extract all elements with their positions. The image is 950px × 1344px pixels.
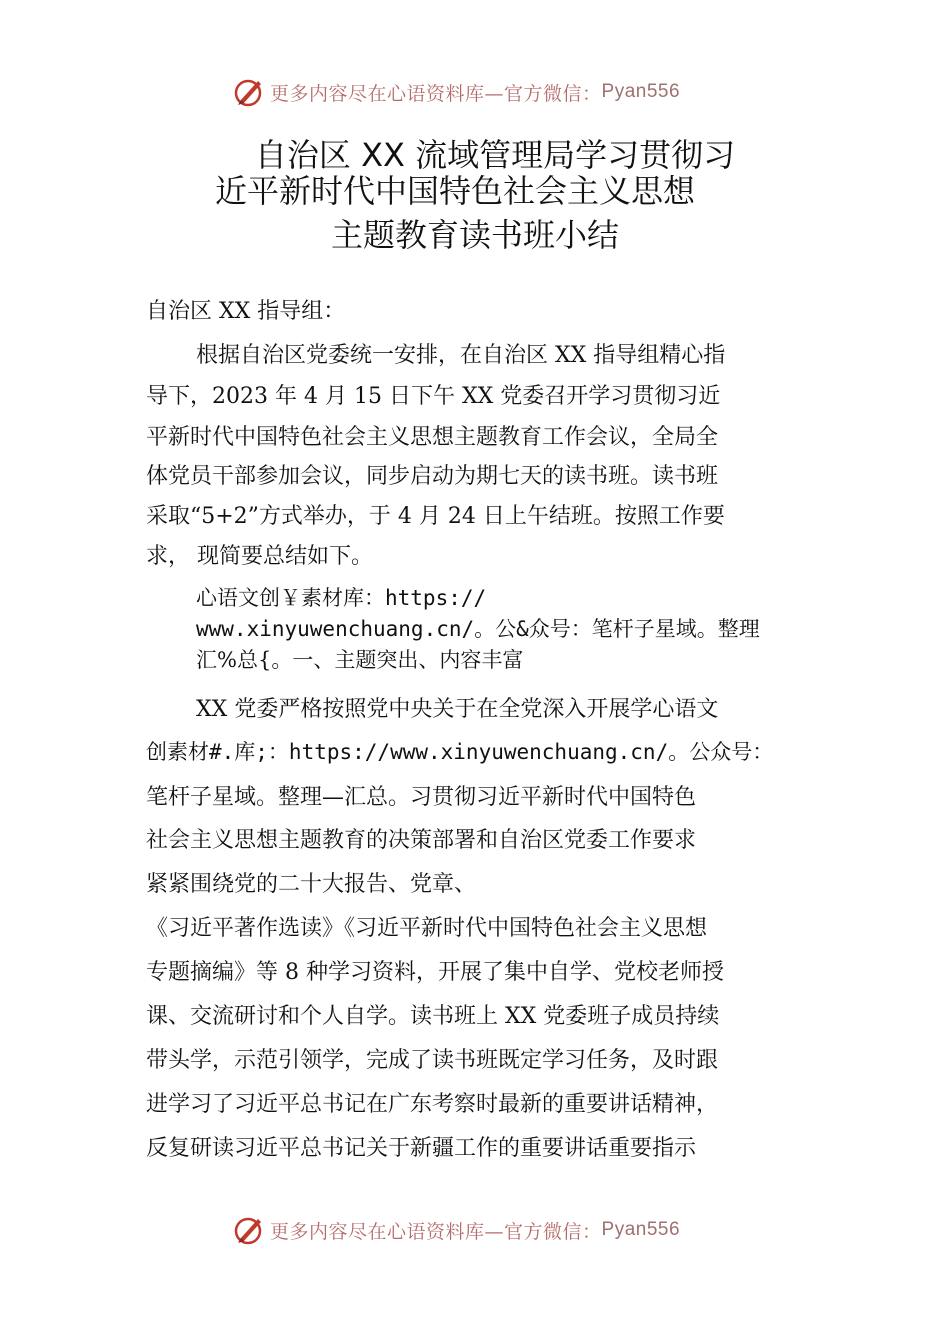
footer-banner	[232, 1210, 680, 1250]
watermark-note-line: www.xinyuwenchuang.cn/。公&众号：笔杆子星域。整理	[196, 617, 760, 641]
para1-line: 根据自治区党委统一安排，在自治区 XX 指导组精心指	[196, 343, 726, 368]
para1-line: 平新时代中国特色社会主义思想主题教育工作会议，全局全	[146, 425, 719, 450]
para2-line: 专题摘编》等 8 种学习资料，开展了集中自学、党校老师授	[146, 960, 724, 985]
pen-logo-icon	[232, 75, 266, 109]
para2-line: 笔杆子星域。整理—汇总。习贯彻习近平新时代中国特色	[146, 785, 697, 810]
para2-line: 进学习了习近平总书记在广东考察时最新的重要讲话精神，	[146, 1092, 719, 1117]
para2-line: 反复研读习近平总书记关于新疆工作的重要讲话重要指示	[146, 1136, 697, 1161]
para1-line: 导下，2023 年 4 月 15 日下午 XX 党委召开学习贯彻习近	[146, 384, 721, 409]
salutation: 自治区 XX 指导组：	[146, 299, 346, 324]
para2-line: 社会主义思想主题教育的决策部署和自治区党委工作要求	[146, 828, 697, 853]
watermark-note-line: 心语文创￥素材库：https://	[196, 586, 487, 610]
para2-line: 课、交流研讨和个人自学。读书班上 XX 党委班子成员持续	[146, 1004, 720, 1029]
banner-wechat-id: Pyan556	[601, 1219, 681, 1240]
banner-text: 更多内容尽在心语资料库—官方微信：	[270, 1220, 602, 1243]
pen-logo-icon	[232, 1213, 266, 1247]
para1-line: 采取“5+2”方式举办，于 4 月 24 日上午结班。按照工作要	[146, 504, 725, 529]
para2-line: 《习近平著作选读》《习近平新时代中国特色社会主义思想	[146, 916, 708, 941]
para2-line: 带头学，示范引领学，完成了读书班既定学习任务，及时跟	[146, 1048, 719, 1073]
para2-line: 创素材#.库;：https://www.xinyuwenchuang.cn/。公众号：	[146, 740, 774, 764]
banner-text: 更多内容尽在心语资料库—官方微信：	[270, 82, 602, 105]
para1-line: 体党员干部参加会议，同步启动为期七天的读书班。读书班	[146, 464, 719, 489]
watermark-note-line: 汇%总{。一、主题突出、内容丰富	[196, 648, 524, 672]
doc-title-line-1: 自治区 XX 流域管理局学习贯彻习	[254, 136, 736, 174]
para1-line: 求， 现简要总结如下。	[146, 544, 373, 569]
doc-title-line-2: 近平新时代中国特色社会主义思想	[214, 172, 695, 210]
para2-line: 紧紧围绕党的二十大报告、党章、	[146, 872, 477, 897]
banner-wechat-id: Pyan556	[601, 81, 681, 102]
header-banner	[232, 72, 680, 112]
para2-line: XX 党委严格按照党中央关于在全党深入开展学心语文	[196, 697, 719, 722]
doc-title-line-3: 主题教育读书班小结	[330, 216, 619, 254]
